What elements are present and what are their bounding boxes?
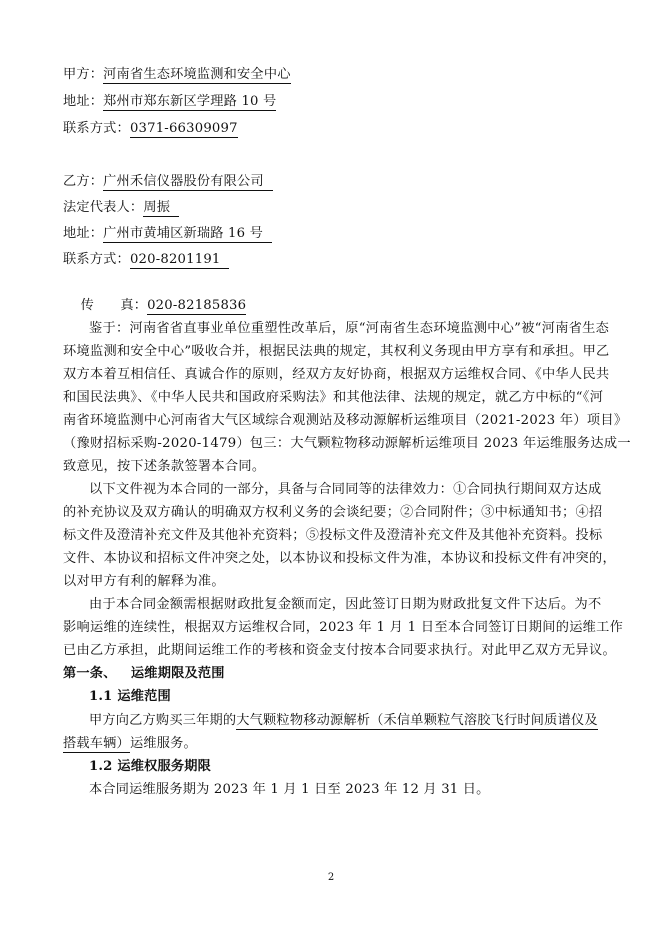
party-b-contact-line bbox=[63, 250, 229, 270]
party-a-address: 郑州市郑东新区学理路 10 号 bbox=[103, 94, 277, 109]
text-line: 双方本着互相信任、真诚合作的原则，经双方友好协商，根据双方运维权合同、《中华人民共 bbox=[63, 367, 610, 382]
party-a-address-line bbox=[63, 92, 276, 112]
party-b-contact-label: 联系方式： bbox=[63, 252, 130, 267]
text-line: 影响运维的连续性，根据双方运维权合同，2023 年 1 月 1 日至本合同签订日期间的运维工作 bbox=[63, 620, 624, 635]
section-1-1-pre: 甲方向乙方购买三年期的 bbox=[89, 713, 237, 728]
party-a-contact-line bbox=[63, 119, 238, 139]
section-1-1-title: 1.1 运维范围 bbox=[89, 689, 171, 704]
section-1-1-line bbox=[89, 711, 598, 731]
text-line: 文件、本协议和招标文件冲突之处，以本协议和投标文件为准，本协议和投标文件有冲突的， bbox=[63, 551, 616, 566]
text-line: 致意见，按下述条款签署本合同。 bbox=[63, 459, 266, 474]
article-1-title: 第一条、 运维期限及范围 bbox=[63, 666, 225, 681]
party-b-address: 广州市黄埔区新瑞路 16 号 bbox=[103, 226, 264, 241]
text-line: 环境监测和安全中心”吸收合并，根据民法典的规定，其权利义务现由甲方享有和承担。甲乙 bbox=[63, 344, 610, 359]
party-a-address-label: 地址： bbox=[63, 94, 104, 109]
party-a-name-line bbox=[63, 65, 291, 85]
section-1-1-line-2 bbox=[63, 734, 197, 754]
party-b-rep: 周振 bbox=[143, 200, 171, 215]
party-a-contact-label: 联系方式： bbox=[63, 121, 130, 136]
party-b-address-label: 地址： bbox=[63, 226, 104, 241]
text-line: 以对甲方有利的解释为准。 bbox=[63, 574, 225, 589]
party-a-contact: 0371-66309097 bbox=[129, 121, 238, 136]
section-1-1-scope: 大气颗粒物移动源解析（禾信单颗粒气溶胶飞行时间质谱仪及 bbox=[236, 713, 598, 728]
party-b-rep-label: 法定代表人： bbox=[63, 200, 144, 215]
text-line: 以下文件视为本合同的一部分，具备与合同同等的法律效力：①合同执行期间双方达成 bbox=[89, 482, 602, 497]
party-b-address-line bbox=[63, 224, 272, 244]
text-line: 由于本合同金额需根据财政批复金额而定，因此签订日期为财政批复文件下达后。为不 bbox=[89, 597, 602, 612]
party-a-name: 河南省生态环境监测和安全中心 bbox=[103, 67, 291, 82]
text-line: （豫财招标采购-2020-1479）包三：大气颗粒物移动源解析运维项目 2023 年运维服务达成一 bbox=[63, 436, 631, 451]
section-1-2-title: 1.2 运维权服务期限 bbox=[89, 759, 212, 774]
section-1-1-scope-cont: 搭载车辆） bbox=[63, 736, 130, 751]
party-b-contact: 020-8201191 bbox=[129, 252, 221, 267]
party-b-fax: 020-82185836 bbox=[147, 298, 247, 313]
text-line: 南省环境监测中心河南省大气区域综合观测站及移动源解析运维项目（2021-2023 年）项目》 bbox=[63, 413, 628, 428]
party-b-name: 广州禾信仪器股份有限公司 bbox=[103, 174, 264, 189]
section-1-2-text: 本合同运维服务期为 2023 年 1 月 1 日至 2023 年 12 月 31 日。 bbox=[89, 782, 490, 797]
text-line: 已由乙方承担，此期间运维工作的考核和资金支付按本合同要求执行。对此甲乙双方无异议。 bbox=[63, 643, 616, 658]
text-line: 鉴于：河南省省直事业单位重塑性改革后，原“河南省生态环境监测中心”被“河南省生态 bbox=[89, 321, 610, 336]
party-b-name-line bbox=[63, 172, 273, 192]
party-b-fax-label: 传 真： bbox=[80, 298, 148, 313]
party-b-name-label: 乙方： bbox=[63, 174, 104, 189]
section-1-1-post: 运维服务。 bbox=[129, 736, 197, 751]
page-number: 2 bbox=[327, 872, 335, 883]
party-b-rep-line bbox=[63, 198, 179, 218]
text-line: 的补充协议及双方确认的明确双方权利义务的会谈纪要；②合同附件；③中标通知书；④招 bbox=[63, 505, 603, 520]
text-line: 标文件及澄清补充文件及其他补充资料；⑤投标文件及澄清补充文件及其他补充资料。投标 bbox=[63, 528, 603, 543]
text-line: 和国民法典》、《中华人民共和国政府采购法》和其他法律、法规的规定，就乙方中标的“《河 bbox=[63, 390, 604, 405]
party-a-name-label: 甲方： bbox=[63, 67, 104, 82]
